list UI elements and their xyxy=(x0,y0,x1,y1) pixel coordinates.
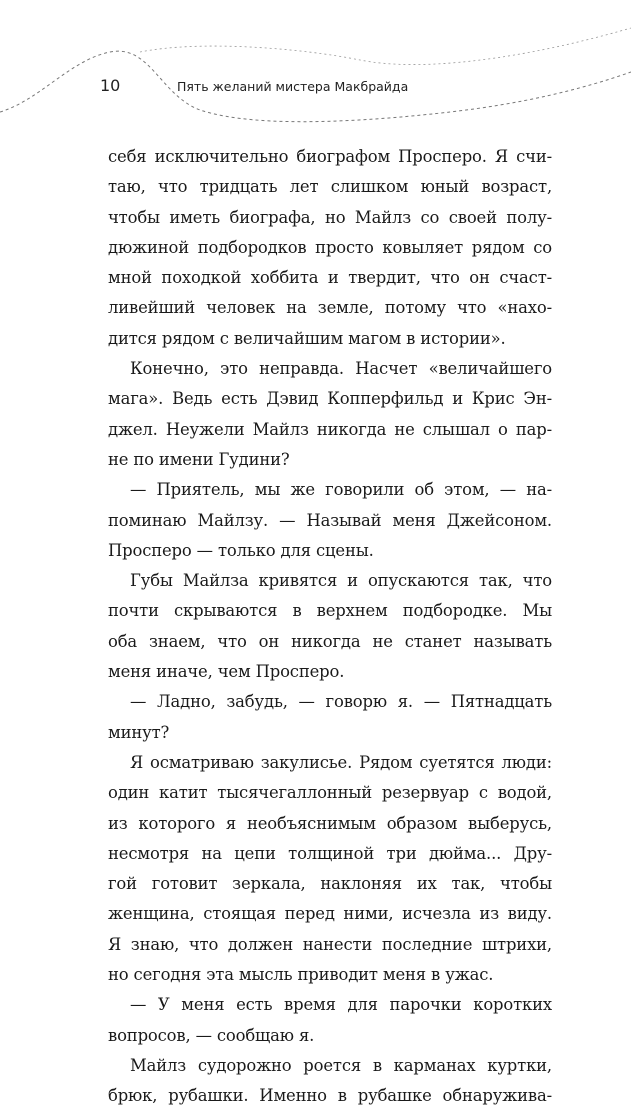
text-line: себя исключительно биографом Просперо. Я счи- xyxy=(108,147,552,166)
text-line: поминаю Майлзу. — Называй меня Джейсоном. xyxy=(108,510,552,530)
text-line: оба знаем, что он никогда не станет называть xyxy=(108,631,552,651)
text-line: брюк, рубашки. Именно в рубашке обнаружива- xyxy=(108,1086,552,1106)
text-line: — Ладно, забудь, — говорю я. — Пятнадцать xyxy=(130,692,552,712)
text-line: Конечно, это неправда. Насчет «величайшего xyxy=(130,359,552,379)
text-line: ливейший человек на земле, потому что «нахо- xyxy=(108,298,552,318)
text-line: Я знаю, что должен нанести последние штрихи, xyxy=(108,934,552,954)
running-head: Пять желаний мистера Макбрайда xyxy=(177,79,409,94)
text-line: меня иначе, чем Просперо. xyxy=(108,662,345,682)
text-line: — У меня есть время для парочки коротких xyxy=(130,995,552,1015)
text-line: дится рядом с величайшим магом в истории». xyxy=(108,328,506,348)
text-line: чтобы иметь биографа, но Майлз со своей полу- xyxy=(108,207,552,227)
text-line: мага». Ведь есть Дэвид Копперфильд и Крис Эн- xyxy=(108,389,552,409)
text-line: из которого я необъяснимым образом выберусь, xyxy=(108,813,552,833)
text-line: но сегодня эта мысль приводит меня в ужас. xyxy=(108,965,494,985)
text-line: вопросов, — сообщаю я. xyxy=(108,1025,315,1045)
text-line: не по имени Гудини? xyxy=(108,449,290,469)
text-line: Майлз судорожно роется в карманах куртки, xyxy=(130,1055,552,1075)
text-line: гой готовит зеркала, наклоняя их так, чтобы xyxy=(108,874,552,894)
text-line: таю, что тридцать лет слишком юный возраст, xyxy=(108,177,552,197)
text-line: мной походкой хоббита и твердит, что он счаст- xyxy=(108,268,552,288)
text-line: дюжиной подбородков просто ковыляет рядом со xyxy=(108,237,552,257)
text-line: Просперо — только для сцены. xyxy=(108,540,374,560)
page-number: 10 xyxy=(100,76,121,95)
text-line: — Приятель, мы же говорили об этом, — на- xyxy=(130,480,552,500)
body-text xyxy=(108,142,552,1112)
text-line: Губы Майлза кривятся и опускаются так, что xyxy=(130,571,552,591)
decorative-dashed-curve xyxy=(0,0,631,140)
text-line: почти скрываются в верхнем подбородке. Мы xyxy=(108,601,552,621)
text-line: женщина, стоящая перед ними, исчезла из виду. xyxy=(108,904,552,924)
text-line: Я осматриваю закулисье. Рядом суетятся люди: xyxy=(130,752,552,772)
text-line: несмотря на цепи толщиной три дюйма... Дру- xyxy=(108,843,552,863)
text-line: один катит тысячегаллонный резервуар с водой, xyxy=(108,783,552,803)
text-line: джел. Неужели Майлз никогда не слышал о пар- xyxy=(108,419,552,439)
text-line: минут? xyxy=(108,722,170,742)
